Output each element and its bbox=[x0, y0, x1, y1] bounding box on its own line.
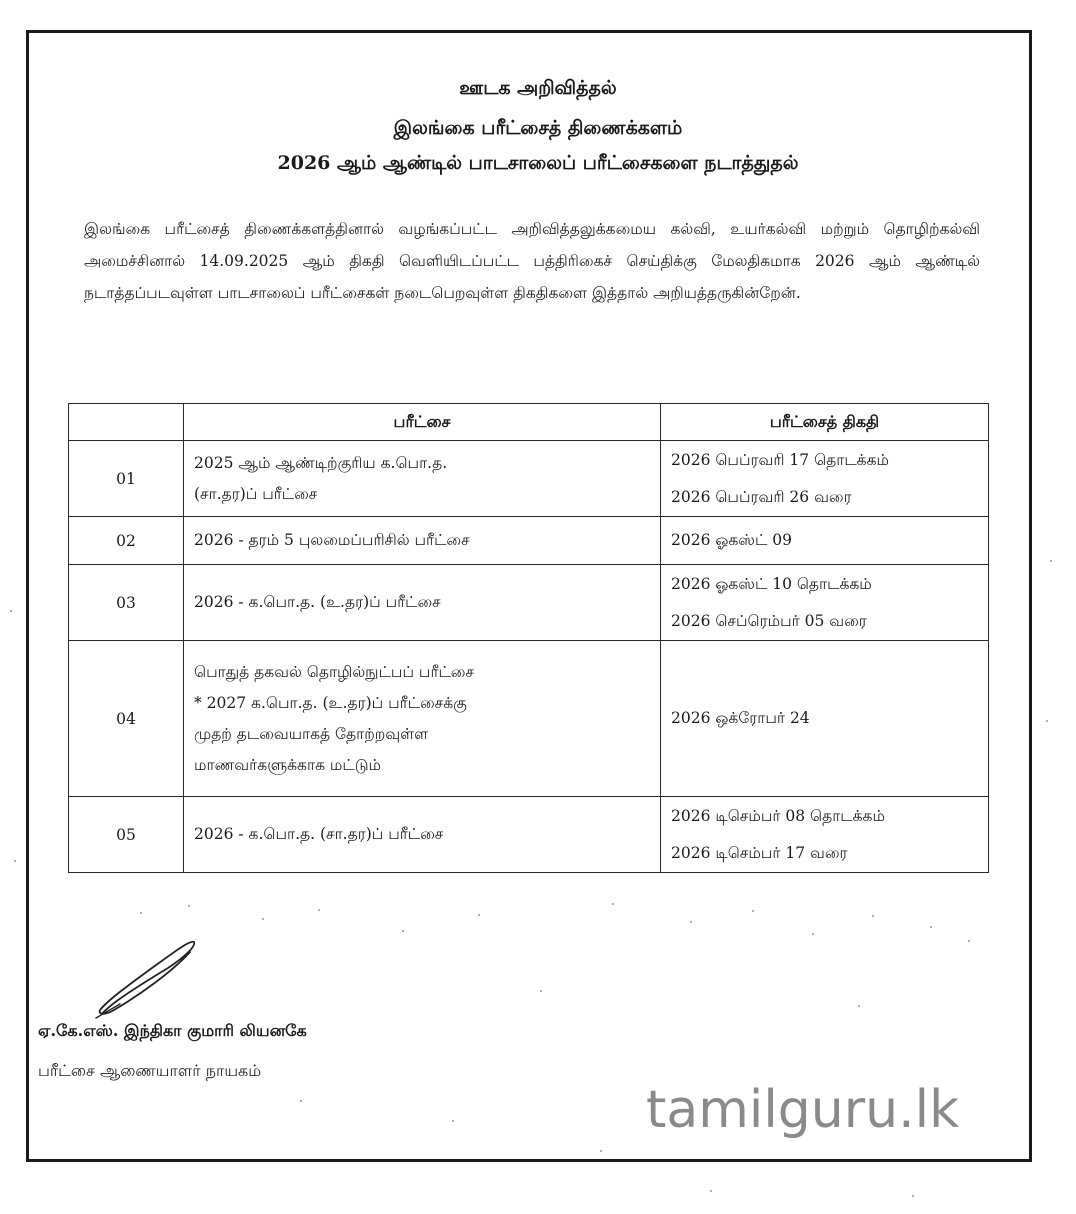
exam-date-line: 2026 பெப்ரவரி 17 தொடக்கம் bbox=[671, 450, 889, 469]
exam-schedule-table bbox=[68, 403, 989, 873]
department-title: இலங்கை பரீட்சைத் திணைக்களம் bbox=[393, 117, 683, 139]
exam-name-line: * 2027 க.பொ.த. (உ.தர)ப் பரீட்சைக்கு bbox=[194, 693, 467, 712]
notice-subject: 2026 ஆம் ஆண்டில் பாடசாலைப் பரீட்சைகளை நடாத்துதல் bbox=[277, 152, 799, 174]
exam-name-line: (சா.தர)ப் பரீட்சை bbox=[194, 484, 318, 503]
exam-date bbox=[661, 441, 989, 517]
exam-date bbox=[661, 565, 989, 641]
exam-date bbox=[661, 641, 989, 797]
table-header-row bbox=[69, 404, 989, 441]
exam-name bbox=[184, 641, 661, 797]
table-row bbox=[69, 565, 989, 641]
signature-scribble bbox=[90, 938, 200, 1020]
exam-date-line: 2026 டிசெம்பர் 17 வரை bbox=[671, 843, 848, 862]
exam-date-line: 2026 பெப்ரவரி 26 வரை bbox=[671, 487, 852, 506]
exam-name-line: 2026 - க.பொ.த. (உ.தர)ப் பரீட்சை bbox=[194, 593, 441, 611]
header-no bbox=[69, 404, 184, 441]
exam-name-line: 2026 - க.பொ.த. (சா.தர)ப் பரீட்சை bbox=[194, 825, 444, 843]
exam-name-line: பொதுத் தகவல் தொழில்நுட்பப் பரீட்சை bbox=[194, 662, 475, 681]
signatory-title: பரீட்சை ஆணையாளர் நாயகம் bbox=[38, 1061, 262, 1080]
notice-title: ஊடக அறிவித்தல் bbox=[459, 77, 617, 99]
table-row bbox=[69, 441, 989, 517]
exam-date bbox=[661, 797, 989, 873]
exam-date-line: 2026 ஓகஸ்ட் 09 bbox=[671, 531, 792, 549]
exam-name-line: முதற் தடவையாகத் தோற்றவுள்ள bbox=[194, 724, 429, 743]
row-number: 01 bbox=[69, 441, 184, 517]
table-row bbox=[69, 517, 989, 565]
exam-date bbox=[661, 517, 989, 565]
exam-name bbox=[184, 441, 661, 517]
exam-name-line: மாணவர்களுக்காக மட்டும் bbox=[194, 755, 382, 774]
row-number: 03 bbox=[69, 565, 184, 641]
notice-body-text: இலங்கை பரீட்சைத் திணைக்களத்தினால் வழங்கப்பட்ட அறிவித்தலுக்கமைய கல்வி, உயர்கல்வி மற்றும் தொழிற்கல்வி அமைச்சினால் 14.09.2025 ஆம் திகதி வெளியிடப்பட்ட பத்திரிகைச் செய்திக்கு மேலதிகமாக 2026 ஆம் ஆண்டில் நடாத்தப்படவுள்ள பாடசாலைப் பரீட்சைகள் நடைபெறவுள்ள திகதிகளை இத்தால் அறியத்தருகின்றேன். bbox=[84, 220, 980, 302]
exam-name bbox=[184, 517, 661, 565]
exam-name bbox=[184, 797, 661, 873]
row-number: 05 bbox=[69, 797, 184, 873]
exam-date-line: 2026 ஓகஸ்ட் 10 தொடக்கம் bbox=[671, 574, 872, 593]
exam-date-line: 2026 செப்ரெம்பர் 05 வரை bbox=[671, 611, 867, 630]
signatory-name: ஏ.கே.எஸ். இந்திகா குமாரி லியனகே bbox=[38, 1021, 307, 1040]
table-row bbox=[69, 641, 989, 797]
row-number: 02 bbox=[69, 517, 184, 565]
row-number: 04 bbox=[69, 641, 184, 797]
watermark-text: tamilguru.lk bbox=[646, 1080, 960, 1140]
exam-date-line: 2026 டிசெம்பர் 08 தொடக்கம் bbox=[671, 806, 885, 825]
exam-name-line: 2026 - தரம் 5 புலமைப்பரிசில் பரீட்சை bbox=[194, 531, 470, 549]
exam-name-line: 2025 ஆம் ஆண்டிற்குரிய க.பொ.த. bbox=[194, 453, 448, 472]
table-row bbox=[69, 797, 989, 873]
header-exam: பரீட்சை bbox=[184, 404, 661, 441]
exam-date-line: 2026 ஒக்ரோபர் 24 bbox=[671, 709, 810, 727]
exam-name bbox=[184, 565, 661, 641]
header-date: பரீட்சைத் திகதி bbox=[661, 404, 989, 441]
